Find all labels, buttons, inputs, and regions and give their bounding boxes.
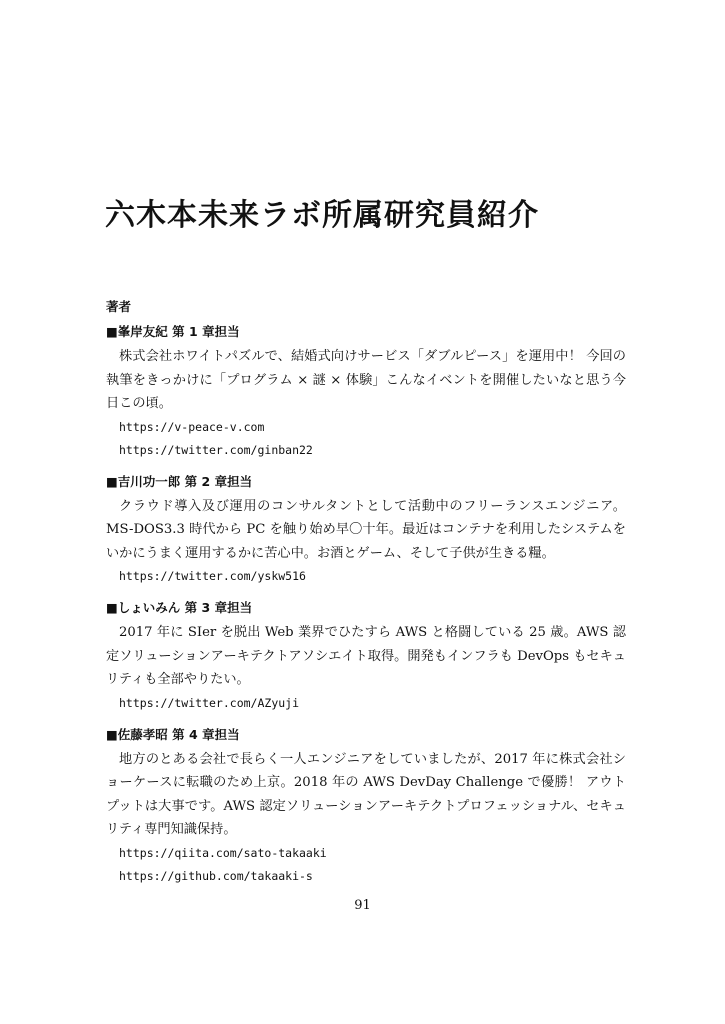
author-link[interactable]: https://twitter.com/ginban22 [119,442,313,457]
author-entry [106,322,626,462]
author-bio: 株式会社ホワイトパズルで、結婚式向けサービス「ダブルピース」を運用中！ 今回の執筆をきっかけに「プログラム × 謎 × 体験」こんなイベントを開催したいなと思う今日この頃。 [106,349,626,411]
author-entry [106,725,626,888]
author-heading: ■佐藤孝昭 第 4 章担当 [106,726,240,742]
author-heading: ■峯岸友紀 第 1 章担当 [106,324,240,339]
author-link[interactable]: https://twitter.com/yskw516 [119,569,306,583]
author-bio: クラウド導入及び運用のコンサルタントとして活動中のフリーランスエンジニア。MS-DOS3.3 時代から PC を触り始め早〇十年。最近はコンテナを利用したシステムをいかにうまく運用するかに苦心中。お酒とゲーム、そして子供が生きる糧。 [106,498,626,561]
page-number: 91 [354,898,371,913]
author-heading: ■しょいみん 第 3 章担当 [106,600,253,615]
author-link[interactable]: https://twitter.com/AZyuji [119,695,300,710]
author-link[interactable]: https://qiita.com/sato-takaaki [119,845,327,860]
author-bio: 2017 年に SIer を脱出 Web 業界でひたすら AWS と格闘している 25 歳。AWS 認定ソリューションアーキテクトアソシエイト取得。開発もインフラも DevOps もセキュリティも全部やりたい。 [106,625,626,687]
page-title: 六木本未来ラボ所属研究員紹介 [105,198,539,233]
author-link[interactable]: https://github.com/takaaki-s [119,868,313,883]
authors-section [106,297,626,898]
author-entry [106,472,626,589]
author-entry [106,598,626,715]
section-label: 著者 [106,299,132,314]
author-heading: ■吉川功一郎 第 2 章担当 [106,473,253,489]
author-link[interactable]: https://v-peace-v.com [119,419,265,434]
author-bio: 地方のとある会社で長らく一人エンジニアをしていましたが、2017 年に株式会社ショーケースに転職のため上京。2018 年の AWS DevDay Challenge で優勝！ アウトプットは大事です。AWS 認定ソリューションアーキテクトプロフェッショナル、セキュリティ専門知識保持。 [106,751,626,837]
